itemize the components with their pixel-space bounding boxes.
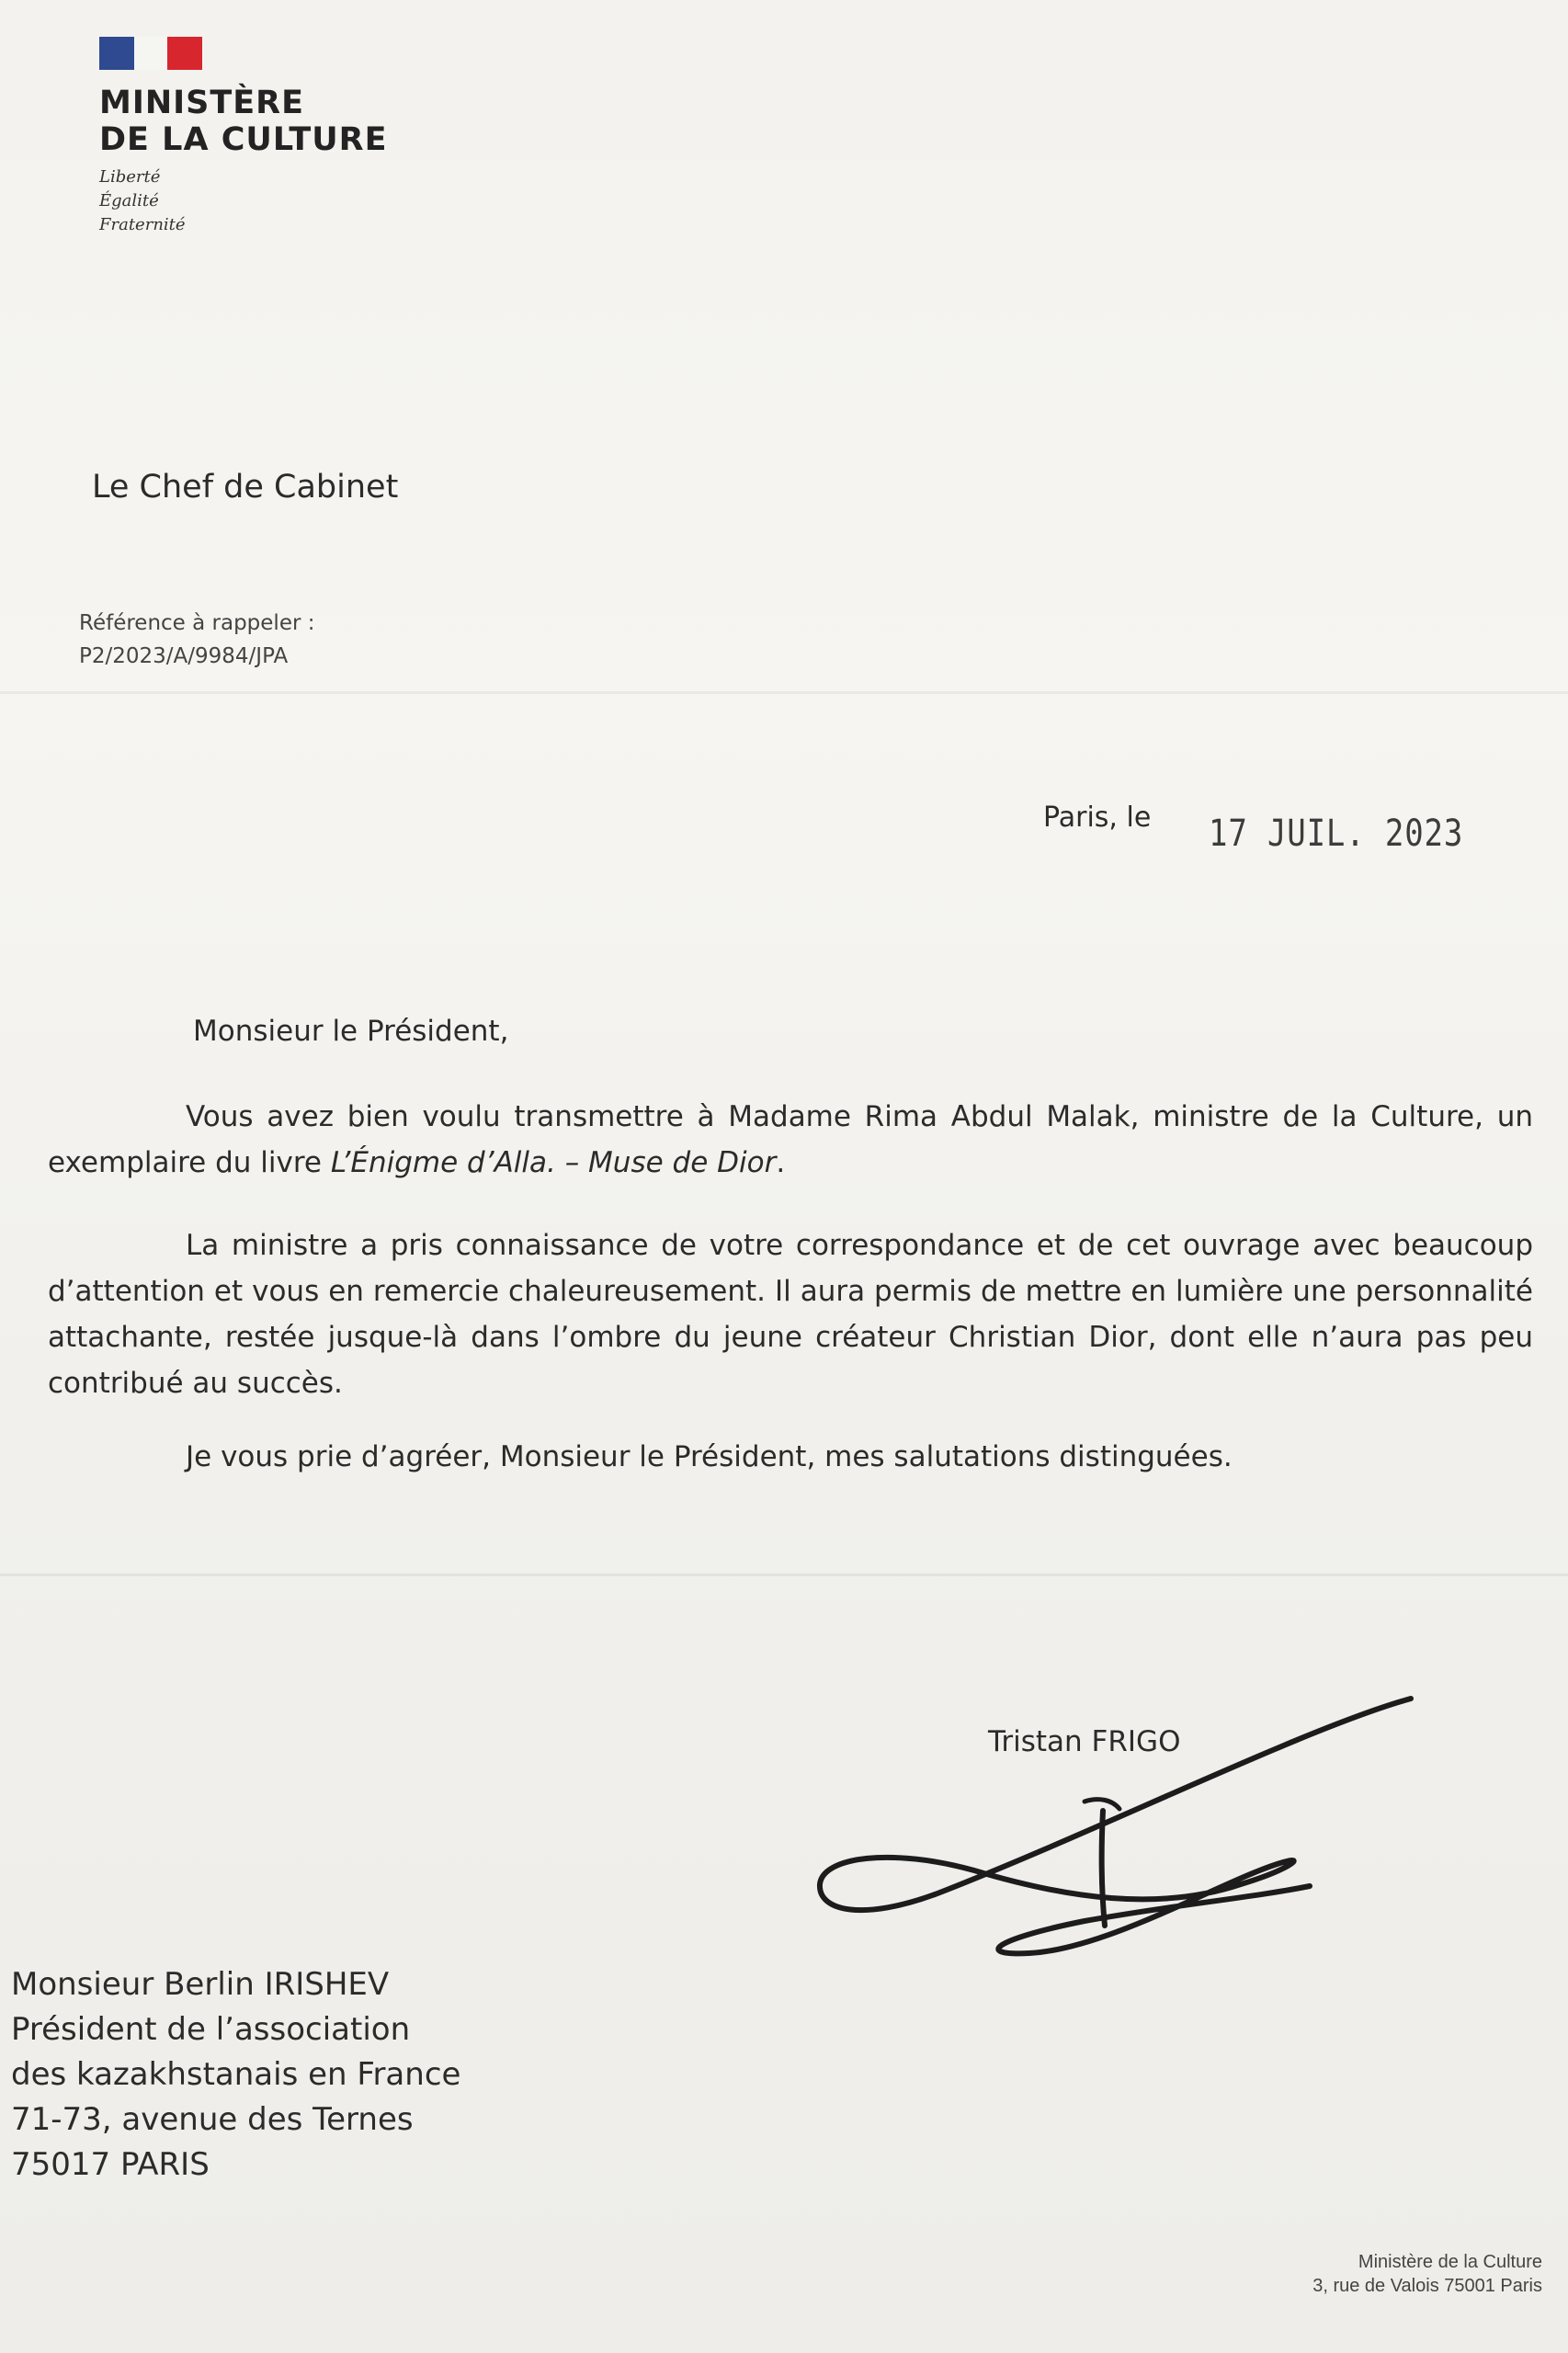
ministry-name: MINISTÈRE DE LA CULTURE xyxy=(99,85,388,158)
date-stamp: 17 JUIL. 2023 xyxy=(1209,813,1464,855)
recipient-address: Monsieur Berlin IRISHEV Président de l’association des kazakhstanais en France 71-73, avenue des Ternes 75017 PARIS xyxy=(11,1966,461,2183)
marianne-flag-icon xyxy=(99,37,202,70)
ministry-footer-address: Ministère de la Culture 3, rue de Valois 75001 Paris xyxy=(1312,2252,1542,2296)
paper-fold-line xyxy=(0,691,1568,694)
ministry-logo xyxy=(99,37,388,237)
handwritten-signature xyxy=(809,1691,1415,1958)
book-title: L’Énigme d’Alla. – Muse de Dior xyxy=(330,1146,777,1179)
sender-title: Le Chef de Cabinet xyxy=(92,469,399,506)
paper-fold-line xyxy=(0,1574,1568,1576)
salutation: Monsieur le Président, xyxy=(193,1015,509,1048)
reference-label: Référence à rappeler : xyxy=(79,611,315,635)
letter-paragraph-1: Vous avez bien voulu transmettre à Madame Rima Abdul Malak, ministre de la Culture, un exemplaire du livre L’Énigme d’Alla. – Muse de Dior. xyxy=(48,1100,1533,1179)
reference-block xyxy=(79,607,315,673)
date-prefix: Paris, le xyxy=(1043,801,1152,834)
reference-value: P2/2023/A/9984/JPA xyxy=(79,644,289,668)
signer-name: Tristan FRIGO xyxy=(988,1725,1181,1758)
letter-paragraph-2: La ministre a pris connaissance de votre correspondance et de cet ouvrage avec beaucoup d’attention et vous en remercie chaleureusement. Il aura permis de mettre en lumière une personnalité attachante, restée jusque-là dans l’ombre du jeune créateur Christian Dior, dont elle n’aura pas peu contribué au succès. xyxy=(48,1229,1533,1400)
letter-closing: Je vous prie d’agréer, Monsieur le Président, mes salutations distinguées. xyxy=(186,1440,1233,1473)
republic-motto: Liberté Égalité Fraternité xyxy=(99,167,186,234)
